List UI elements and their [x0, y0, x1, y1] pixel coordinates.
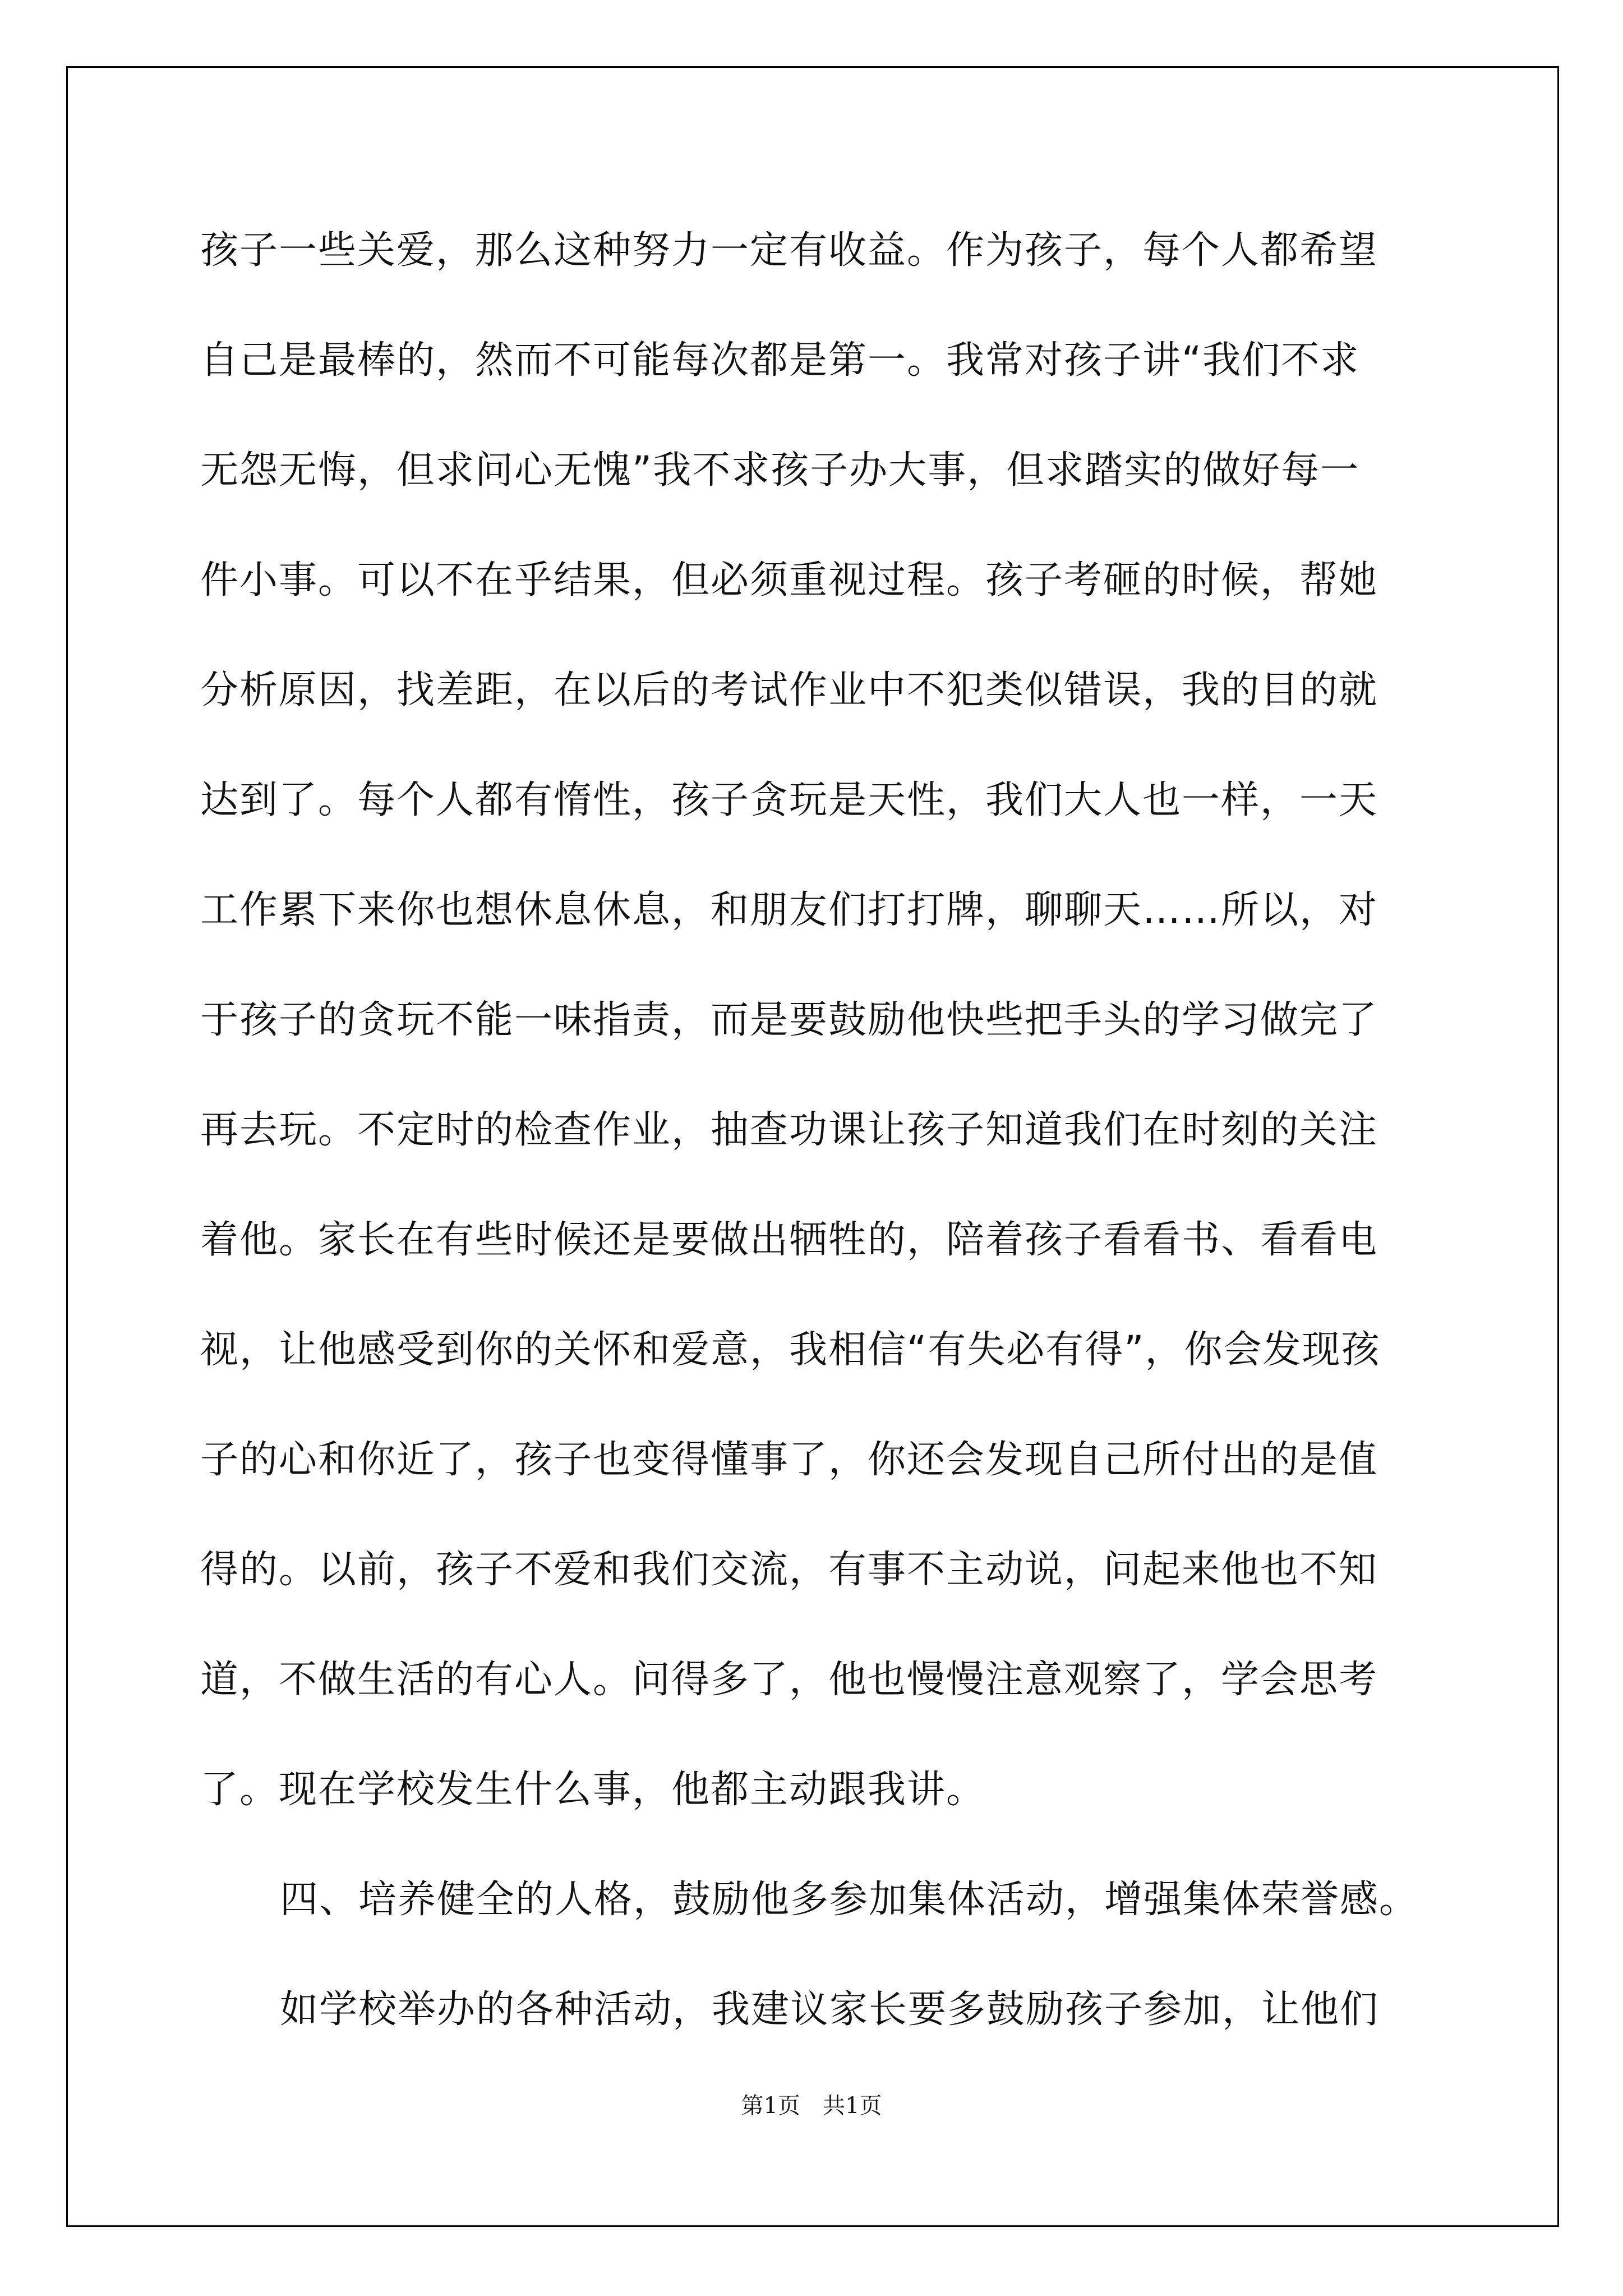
paragraph-line: 孩子一些关爱，那么这种努力一定有收益。作为孩子，每个人都希望 [200, 228, 1378, 273]
paragraph-line: 达到了。每个人都有惰性，孩子贪玩是天性，我们大人也一样，一天 [200, 778, 1378, 822]
paragraph-line: 着他。家长在有些时候还是要做出牺牲的，陪着孩子看看书、看看电 [200, 1218, 1378, 1262]
paragraph-line: 于孩子的贪玩不能一味指责，而是要鼓励他快些把手头的学习做完了 [200, 998, 1378, 1042]
paragraph-line: 了。现在学校发生什么事，他都主动跟我讲。 [200, 1768, 986, 1812]
paragraph-line: 件小事。可以不在乎结果，但必须重视过程。孩子考砸的时候，帮她 [200, 558, 1378, 602]
paragraph-line: 子的心和你近了，孩子也变得懂事了，你还会发现自己所付出的是值 [200, 1438, 1378, 1482]
paragraph-line: 如学校举办的各种活动，我建议家长要多鼓励孩子参加，让他们 [280, 1987, 1380, 2032]
paragraph-line: 得的。以前，孩子不爱和我们交流，有事不主动说，问起来他也不知 [200, 1548, 1378, 1592]
document-body [200, 209, 1468, 2078]
paragraph-line: 工作累下来你也想休息休息，和朋友们打打牌，聊聊天……所以，对 [200, 888, 1378, 932]
paragraph-line: 视，让他感受到你的关怀和爱意，我相信“有失必有得”，你会发现孩 [200, 1328, 1381, 1372]
paragraph-line: 分析原因，找差距，在以后的考试作业中不犯类似错误，我的目的就 [200, 668, 1378, 712]
section-heading-line: 四、培养健全的人格，鼓励他多参加集体活动，增强集体荣誉感。 [280, 1878, 1419, 1922]
paragraph-line: 再去玩。不定时的检查作业，抽查功课让孩子知道我们在时刻的关注 [200, 1108, 1378, 1152]
page-number-footer: 第1页 共1页 [741, 2093, 882, 2119]
paragraph-line: 自己是最棒的，然而不可能每次都是第一。我常对孩子讲“我们不求 [200, 338, 1360, 383]
paragraph-line: 道，不做生活的有心人。问得多了，他也慢慢注意观察了，学会思考 [200, 1658, 1378, 1702]
paragraph-line: 无怨无悔，但求问心无愧”我不求孩子办大事，但求踏实的做好每一 [200, 448, 1360, 493]
